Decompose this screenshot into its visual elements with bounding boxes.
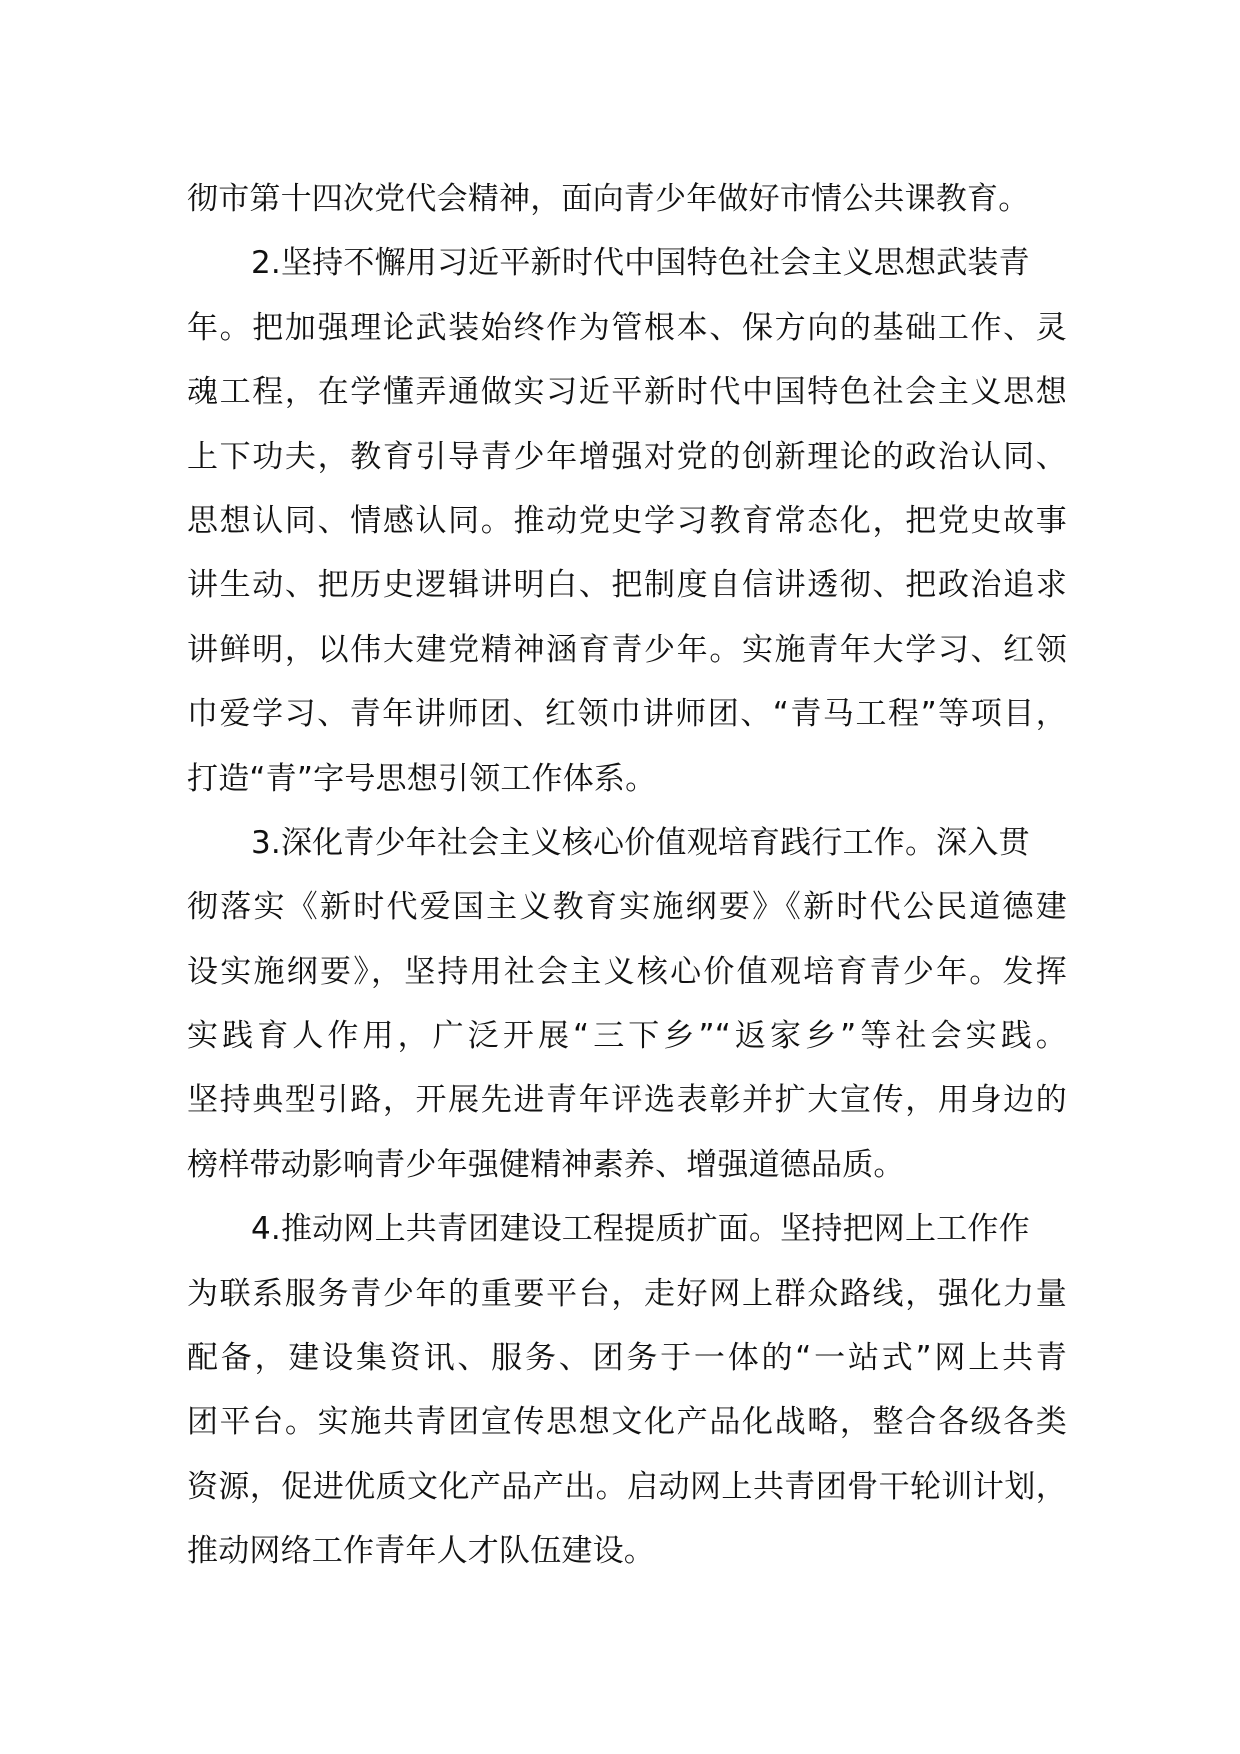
- paragraph-1-line-1: 彻市第十四次党代会精神，面向青少年做好市情公共课教育。: [187, 181, 1030, 217]
- paragraph-2-line-1: 2.坚持不懈用习近平新时代中国特色社会主义思想武装青: [251, 245, 1030, 282]
- paragraph-4-line-5: 资源，促进优质文化产品产出。启动网上共青团骨干轮训计划，: [187, 1468, 1067, 1505]
- paragraph-3-line-5: 坚持典型引路，开展先进青年评选表彰并扩大宣传，用身边的: [187, 1082, 1067, 1119]
- paragraph-2-line-9: 打造“青”字号思想引领工作体系。: [187, 760, 657, 797]
- paragraph-3-line-6: 榜样带动影响青少年强健精神素养、增强道德品质。: [187, 1146, 905, 1183]
- paragraph-4-line-3: 配备，建设集资讯、服务、团务于一体的“一站式”网上共青: [187, 1340, 1067, 1377]
- paragraph-2-line-8: 巾爱学习、青年讲师团、红领巾讲师团、“青马工程”等项目，: [187, 696, 1067, 733]
- paragraph-4-line-6: 推动网络工作青年人才队伍建设。: [187, 1533, 655, 1570]
- paragraph-2-line-2: 年。把加强理论武装始终作为管根本、保方向的基础工作、灵: [187, 309, 1067, 346]
- document-body: [187, 167, 1067, 1584]
- paragraph-2-line-5: 思想认同、情感认同。推动党史学习教育常态化，把党史故事: [187, 502, 1067, 539]
- paragraph-3-line-1: 3.深化青少年社会主义核心价值观培育践行工作。深入贯: [251, 824, 1030, 861]
- paragraph-3-line-2: 彻落实《新时代爱国主义教育实施纲要》《新时代公民道德建: [187, 889, 1067, 926]
- paragraph-3-line-3: 设实施纲要》，坚持用社会主义核心价值观培育青少年。发挥: [187, 953, 1067, 990]
- paragraph-4-line-2: 为联系服务青少年的重要平台，走好网上群众路线，强化力量: [187, 1275, 1067, 1312]
- paragraph-2-line-6: 讲生动、把历史逻辑讲明白、把制度自信讲透彻、把政治追求: [187, 567, 1067, 604]
- paragraph-4-line-4: 团平台。实施共青团宣传思想文化产品化战略，整合各级各类: [187, 1404, 1067, 1441]
- paragraph-2-line-7: 讲鲜明，以伟大建党精神涵育青少年。实施青年大学习、红领: [187, 631, 1067, 668]
- paragraph-3-line-4: 实践育人作用，广泛开展“三下乡”“返家乡”等社会实践。: [187, 1018, 1067, 1055]
- paragraph-4-line-1: 4.推动网上共青团建设工程提质扩面。坚持把网上工作作: [251, 1211, 1030, 1248]
- paragraph-2-line-3: 魂工程，在学懂弄通做实习近平新时代中国特色社会主义思想: [187, 374, 1067, 411]
- paragraph-2-line-4: 上下功夫，教育引导青少年增强对党的创新理论的政治认同、: [187, 438, 1067, 475]
